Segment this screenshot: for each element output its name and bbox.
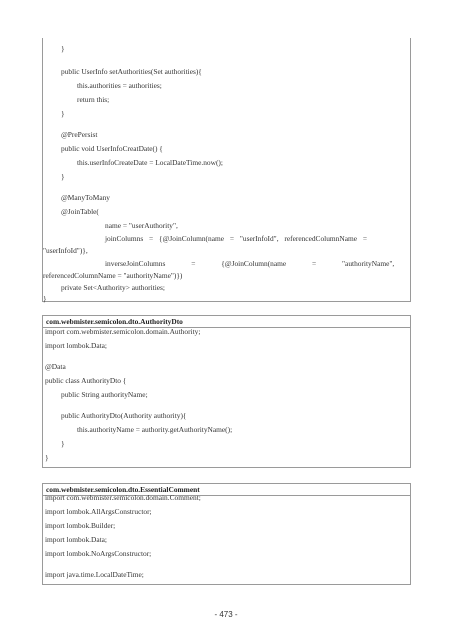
code-block-authoritydto <box>42 315 411 468</box>
code-block-title: com.webmister.semicolon.dto.EssentialComment <box>43 484 410 496</box>
code-line: import com.webmister.semicolon.domain.Comment; <box>45 493 201 502</box>
code-line: public String authorityName; <box>61 390 148 399</box>
code-line: public AuthorityDto(Authority authority){ <box>61 411 187 420</box>
code-line: } <box>43 294 47 303</box>
code-line: import lombok.Data; <box>45 535 107 544</box>
code-line: referencedColumnName = "authorityName")}) <box>43 271 183 280</box>
code-line: inverseJoinColumns = {@JoinColumn(name = "authorityName", <box>105 259 395 268</box>
code-line: @PrePersist <box>61 130 98 139</box>
code-line: @JoinTable( <box>61 207 99 216</box>
code-line: } <box>61 172 65 181</box>
code-line: this.userInfoCreateDate = LocalDateTime.now(); <box>77 158 223 167</box>
code-line: public UserInfo setAuthorities(Set authorities){ <box>61 67 202 76</box>
code-line: this.authorityName = authority.getAuthorityName(); <box>77 425 233 434</box>
code-line: this.authorities = authorities; <box>77 81 162 90</box>
code-line: } <box>61 44 65 53</box>
page-number: - 473 - <box>214 610 238 619</box>
code-line: } <box>61 439 65 448</box>
code-line: } <box>45 453 49 462</box>
code-line: import lombok.Data; <box>45 341 107 350</box>
code-line: public void UserInfoCreatDate() { <box>61 144 163 153</box>
code-line: @ManyToMany <box>61 193 110 202</box>
code-line: import java.time.LocalDateTime; <box>45 570 144 579</box>
code-block-title: com.webmister.semicolon.dto.AuthorityDto <box>43 316 410 328</box>
code-line: "userInfoId")}, <box>43 246 88 255</box>
code-line: return this; <box>77 95 110 104</box>
code-block-essentialcomment <box>42 483 411 585</box>
code-block-userinfo-tail <box>42 38 411 302</box>
code-line: } <box>61 109 65 118</box>
code-line: name = "userAuthority", <box>105 221 178 230</box>
code-line: joinColumns = {@JoinColumn(name = "userInfoId", referencedColumnName = <box>105 234 368 243</box>
code-line: public class AuthorityDto { <box>45 376 127 385</box>
code-line: @Data <box>45 362 66 371</box>
code-line: import lombok.Builder; <box>45 521 116 530</box>
code-line: import lombok.NoArgsConstructor; <box>45 549 152 558</box>
code-line: import com.webmister.semicolon.domain.Authority; <box>45 327 201 336</box>
code-line: import lombok.AllArgsConstructor; <box>45 507 152 516</box>
code-line: private Set<Authority> authorities; <box>61 283 165 292</box>
